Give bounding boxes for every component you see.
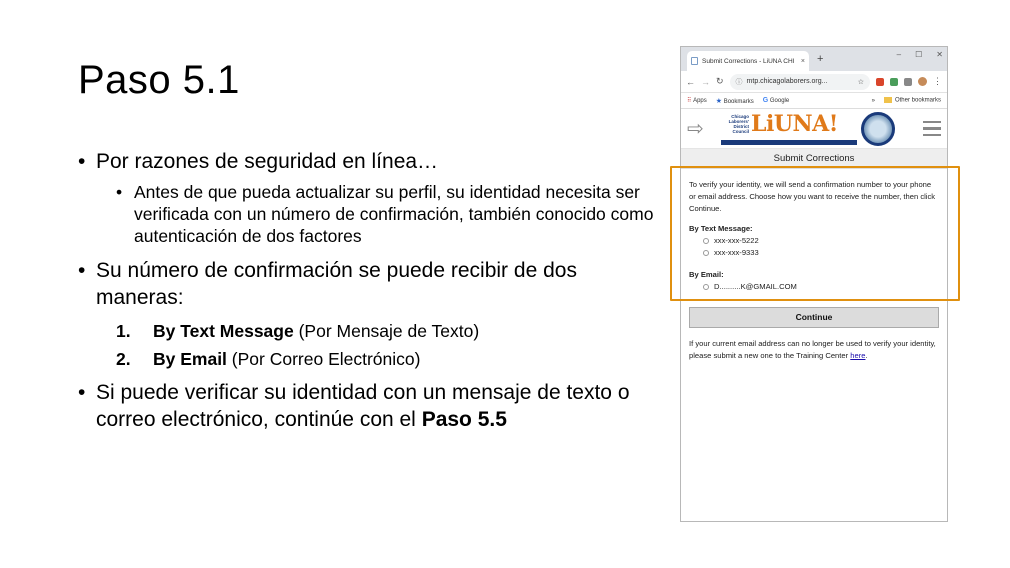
phone-number: xxx-xxx-9333 [714,248,759,257]
google-icon: G [762,97,769,104]
footnote: If your current email address can no longer be used to verify your identity, please submit a new one to the Training Center here. [689,339,936,360]
star-icon: ★ [715,97,723,105]
method-name: By Email [153,349,227,369]
bullet-continue: • Si puede verificar su identidad con un mensaje de texto o correo electrónico, continúe con el Paso 5.5 [78,379,668,433]
email-address: D..........K@GMAIL.COM [714,282,797,291]
close-tab-icon[interactable]: × [800,57,805,65]
verification-form [681,169,947,362]
slide-title: Paso 5.1 [78,58,240,102]
window-controls [897,50,943,59]
method-name: By Text Message [153,321,294,341]
star-icon[interactable]: ☆ [857,78,864,86]
maximize-icon[interactable]: ☐ [915,50,923,59]
reload-icon[interactable]: ↻ [716,76,724,86]
bookmarks-overflow[interactable]: » [871,97,875,104]
folder-icon [884,97,892,103]
bullet-two-ways: • Su número de confirmación se puede recibir de dos maneras: [78,257,668,311]
logo-wordmark: LiUNA! [751,110,838,137]
liuna-logo[interactable] [721,110,857,145]
logo-bar [721,140,857,145]
profile-avatar[interactable] [918,77,927,86]
phone-number: xxx-xxx-5222 [714,236,759,245]
info-icon: ⓘ [735,78,743,86]
new-tab-button[interactable]: + [817,53,824,65]
text-message-label: By Text Message: [689,224,753,233]
arrow-right-icon[interactable]: → [701,76,710,87]
method-item-text: 1. By Text Message (Por Mensaje de Texto) [116,321,480,341]
close-window-icon[interactable]: ✕ [936,50,943,59]
bullet-security: • Por razones de seguridad en línea… [78,148,668,175]
url-text: mtp.chicagolaborers.org... [746,78,828,85]
apps-grid-icon: ⠿ [687,98,692,104]
sub-bullet-verification: • Antes de que pueda actualizar su perfil, su identidad necesita ser verificada con un número de confirmación, también conocido como autenticación de dos factores [78,181,668,247]
bookmark-bookmarks[interactable]: ★ Bookmarks [715,97,754,105]
logo-council-name: Chicago Laborers' District Council [728,113,749,134]
arrow-left-icon[interactable]: ← [686,76,695,87]
here-link[interactable]: here [850,351,866,360]
kebab-menu-icon[interactable]: ⋮ [933,76,942,86]
city-seal-logo [861,112,895,146]
radio-button[interactable] [703,238,709,244]
tab-bar [681,47,947,71]
exit-icon[interactable]: ⇨ [687,118,704,140]
phone-option[interactable] [689,235,939,247]
radio-button[interactable] [703,250,709,256]
email-option[interactable] [689,281,939,293]
continue-button[interactable]: Continue [689,307,939,328]
toolbar [681,71,947,93]
step-reference: Paso 5.5 [421,408,507,431]
bookmarks-bar [681,93,947,109]
bookmark-apps[interactable]: ⠿ Apps [687,98,707,104]
slide-bullets [78,148,668,439]
tab-title: Submit Corrections - LiUNA CHI [702,57,795,65]
bookmark-other[interactable]: Other bookmarks [884,97,941,104]
phone-option[interactable] [689,247,939,259]
extension-icon[interactable] [876,78,884,86]
radio-button[interactable] [703,284,709,290]
minimize-icon[interactable]: – [896,50,902,59]
site-header [681,109,947,149]
extension-icon[interactable] [890,78,898,86]
page-icon [691,57,698,65]
email-label: By Email: [689,270,724,279]
intro-text: To verify your identity, we will send a confirmation number to your phone or email address. Choose how you want to receive the number, then click Continue. [689,180,936,213]
method-list [78,317,668,373]
browser-tab[interactable] [687,51,809,71]
address-bar[interactable] [730,74,870,90]
browser-window [680,46,948,522]
extension-icon[interactable] [904,78,912,86]
method-item-email: 2. By Email (Por Correo Electrónico) [116,349,421,369]
page-heading: Submit Corrections [681,149,947,169]
bookmark-google[interactable]: G Google [762,97,790,104]
hamburger-icon[interactable] [923,121,941,137]
